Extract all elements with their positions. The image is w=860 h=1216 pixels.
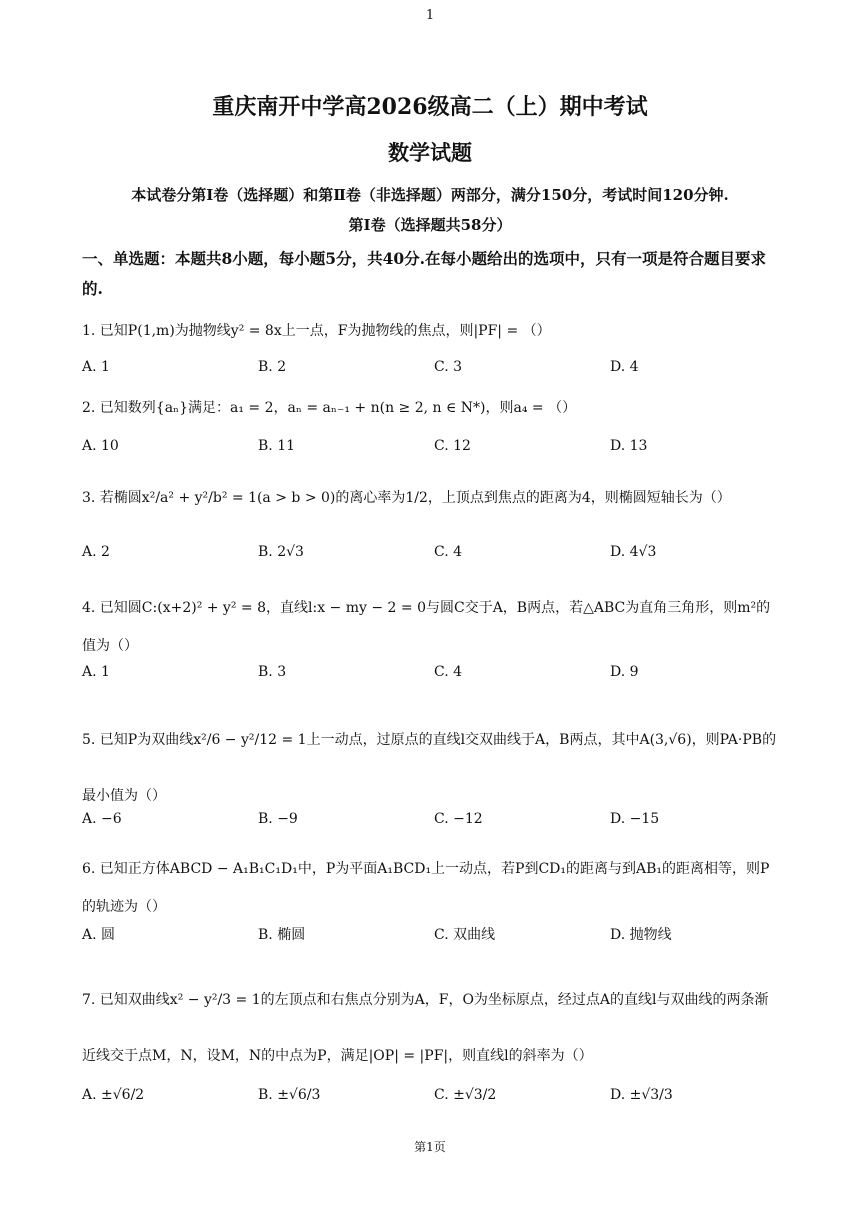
- option-a: A. −6: [82, 811, 122, 827]
- option-a: A. 2: [82, 544, 110, 560]
- option-c: C. ±√3/2: [434, 1087, 497, 1103]
- option-b: B. 2√3: [258, 544, 304, 560]
- question-3-options: [82, 544, 782, 566]
- option-a: A. ±√6/2: [82, 1087, 145, 1103]
- option-b: B. −9: [258, 811, 298, 827]
- exam-title: 重庆南开中学高2026级高二（上）期中考试: [212, 94, 648, 120]
- page-footer: 第1页: [414, 1140, 446, 1154]
- option-c: C. 4: [434, 544, 463, 560]
- option-d: D. 9: [610, 664, 639, 680]
- question-6: 6. 已知正方体ABCD − A₁B₁C₁D₁中，P为平面A₁BCD₁上一动点，若P到CD₁的距离与到AB₁的距离相等，则P的轨迹为（）: [82, 861, 770, 915]
- option-a: A. 1: [82, 359, 110, 375]
- option-b: B. 11: [258, 438, 296, 454]
- option-d: D. 抛物线: [610, 927, 672, 943]
- question-2-options: [82, 438, 782, 460]
- question-7-options: [82, 1087, 782, 1109]
- option-c: C. 双曲线: [434, 927, 496, 943]
- option-a: A. 圆: [82, 927, 116, 943]
- question-4: 4. 已知圆C:(x+2)² + y² = 8，直线l:x − my − 2 = 0与圆C交于A，B两点，若△ABC为直角三角形，则m²的值为（）: [82, 600, 771, 654]
- option-a: A. 1: [82, 664, 110, 680]
- question-5: 5. 已知P为双曲线x²/6 − y²/12 = 1上一动点，过原点的直线l交双曲线于A，B两点，其中A(3,√6)，则PA·PB的最小值为（）: [82, 732, 777, 804]
- option-c: C. 3: [434, 359, 463, 375]
- option-d: D. 4√3: [610, 544, 657, 560]
- option-d: D. ±√3/3: [610, 1087, 673, 1103]
- option-b: B. 2: [258, 359, 287, 375]
- question-2: 2. 已知数列{aₙ}满足：a₁ = 2，aₙ = aₙ₋₁ + n(n ≥ 2, n ∈ N*)，则a₄ = （）: [82, 400, 577, 416]
- option-c: C. 4: [434, 664, 463, 680]
- option-d: D. 13: [610, 438, 648, 454]
- option-c: C. 12: [434, 438, 471, 454]
- question-4-options: [82, 664, 782, 686]
- part1-heading: 第Ⅰ卷（选择题共58分）: [348, 216, 512, 234]
- option-b: B. 3: [258, 664, 287, 680]
- option-b: B. 椭圆: [258, 927, 306, 943]
- exam-intro: 本试卷分第Ⅰ卷（选择题）和第Ⅱ卷（非选择题）两部分，满分150分，考试时间120分钟.: [131, 186, 729, 204]
- question-6-options: [82, 924, 782, 946]
- exam-subtitle: 数学试题: [388, 140, 472, 165]
- question-5-options: [82, 811, 782, 833]
- option-d: D. −15: [610, 811, 660, 827]
- option-a: A. 10: [82, 438, 119, 454]
- question-7: 7. 已知双曲线x² − y²/3 = 1的左顶点和右焦点分别为A，F，O为坐标原点，经过点A的直线l与双曲线的两条渐近线交于点M，N，设M，N的中点为P，满足|OP| = |PF|，则直线l的斜率为（）: [82, 992, 769, 1064]
- option-c: C. −12: [434, 811, 483, 827]
- question-1: 1. 已知P(1,m)为抛物线y² = 8x上一点，F为抛物线的焦点，则|PF| = （）: [82, 323, 551, 339]
- question-1-options: [82, 359, 782, 381]
- option-b: B. ±√6/3: [258, 1087, 321, 1103]
- question-3: 3. 若椭圆x²/a² + y²/b² = 1(a > b > 0)的离心率为1/2，上顶点到焦点的距离为4，则椭圆短轴长为（）: [82, 490, 731, 506]
- section1-heading: 一、单选题：本题共8小题，每小题5分，共40分.在每小题给出的选项中，只有一项是符合题目要求的.: [82, 249, 767, 298]
- option-d: D. 4: [610, 359, 639, 375]
- top-page-number: 1: [425, 8, 435, 23]
